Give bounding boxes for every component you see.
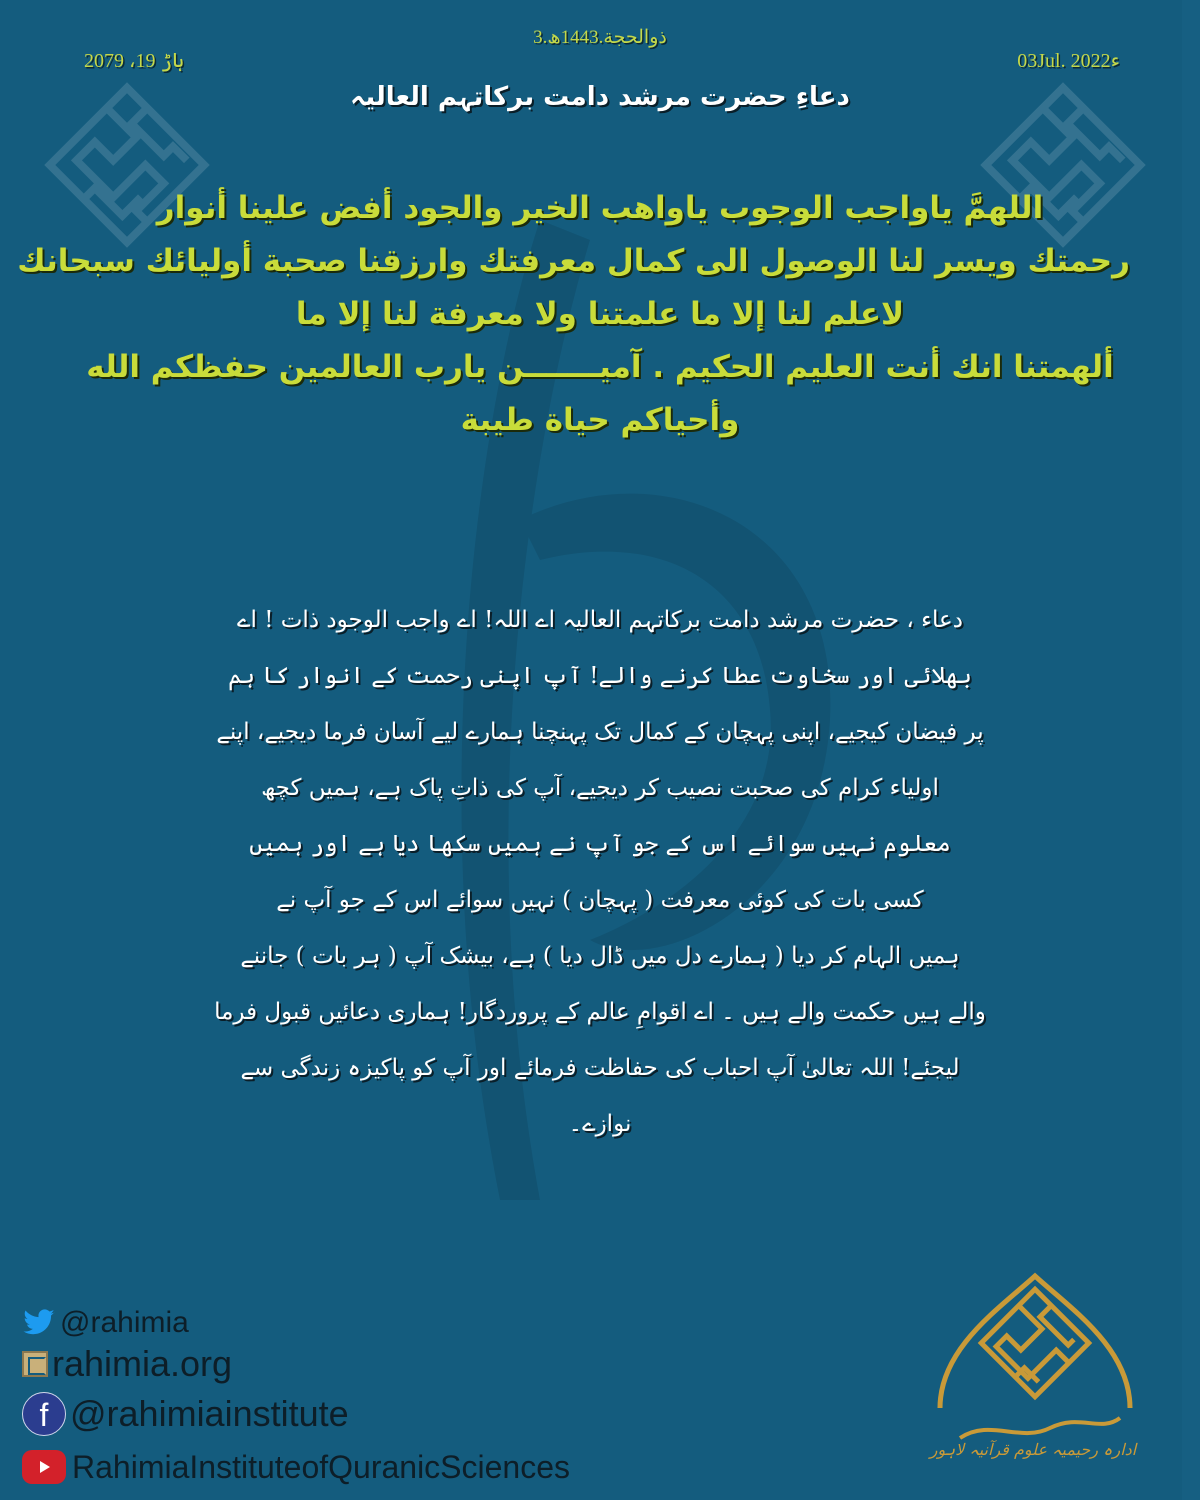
urdu-line: بھلائی اور سخاوت عطا کرنے والے! آپ اپنی رحمت کے انوار کا ہم <box>228 663 972 689</box>
arabic-dua-line: اللهمَّ ياواجب الوجوب ياواهب الخير والجود أفض علينا أنوار <box>156 190 1044 226</box>
logo-caption: ادارہ رحیمیہ علوم قرآنیہ لاہور <box>929 1440 1137 1459</box>
youtube-channel: RahimiaInstituteofQuranicSciences <box>72 1448 571 1485</box>
urdu-line: لیجئے! اللہ تعالیٰ آپ احباب کی حفاظت فرمائے اور آپ کو پاکیزہ زندگی سے <box>240 1055 960 1081</box>
youtube-link[interactable] <box>22 1445 570 1489</box>
urdu-line: معلوم نہیں سوائے اس کے جو آپ نے ہمیں سکھا دیا ہے اور ہمیں <box>249 831 951 857</box>
arabic-dua-line: رحمتك ويسر لنا الوصول الى كمال معرفتك وارزقنا صحبة أوليائك سبحانك <box>17 243 1130 279</box>
urdu-line: پر فیضان کیجیے، اپنی پہچان کے کمال تک پہنچنا ہمارے لیے آسان فرما دیجیے، اپنے <box>216 719 984 745</box>
arabic-dua-line: وأحياكم حياة طيبة <box>460 402 740 438</box>
twitter-handle: @rahimia <box>60 1306 189 1339</box>
youtube-icon <box>22 1450 66 1484</box>
gregorian-date: 03Jul. 2022ء <box>1017 50 1120 72</box>
right-edge-strip <box>1182 0 1200 1500</box>
website-link[interactable] <box>22 1345 570 1383</box>
arabic-dua-line: لاعلم لنا إلا ما علمتنا ولا معرفة لنا إلا ما <box>295 296 905 332</box>
web-icon <box>22 1351 48 1377</box>
urdu-line: نوازے۔ <box>568 1111 632 1137</box>
arabic-dua-line: ألهمتنا انك أنت العليم الحكيم . آميـــــــن يارب العالمين حفظكم الله <box>86 349 1114 385</box>
twitter-link[interactable] <box>22 1303 570 1343</box>
urdu-line: دعاء ، حضرت مرشد دامت برکاتہم العالیہ اے اللہ! اے واجب الوجود ذات ! اے <box>237 607 963 633</box>
page-title: دعاءِ حضرت مرشد دامت برکاتہم العالیہ <box>350 82 850 112</box>
arabic-dua <box>17 182 1130 447</box>
twitter-icon <box>22 1309 56 1337</box>
facebook-icon: f <box>22 1392 66 1436</box>
social-links <box>22 1303 570 1489</box>
urdu-line: ہمیں الہام کر دیا ( ہمارے دل میں ڈال دیا ) ہے، بیشک آپ ( ہر بات ) جاننے <box>240 943 960 969</box>
urdu-translation <box>180 592 1020 1152</box>
urdu-line: کسی بات کی کوئی معرفت ( پہچان ) نہیں سوائے اس کے جو آپ نے <box>276 887 924 913</box>
urdu-line: والے ہیں حکمت والے ہیں ۔ اے اقوامِ عالم کے پروردگار! ہماری دعائیں قبول فرما <box>214 999 986 1025</box>
nepali-date: 2079 ،19 ہاڑ <box>84 50 184 72</box>
hijri-date: 3.ذوالحجة.1443ھ <box>533 27 667 48</box>
website-url: rahimia.org <box>52 1343 233 1384</box>
urdu-line: اولیاء کرام کی صحبت نصیب کر دیجیے، آپ کی ذاتِ پاک ہے، ہمیں کچھ <box>261 775 939 801</box>
facebook-handle: @rahimiainstitute <box>70 1393 349 1434</box>
facebook-link[interactable] <box>22 1387 570 1441</box>
